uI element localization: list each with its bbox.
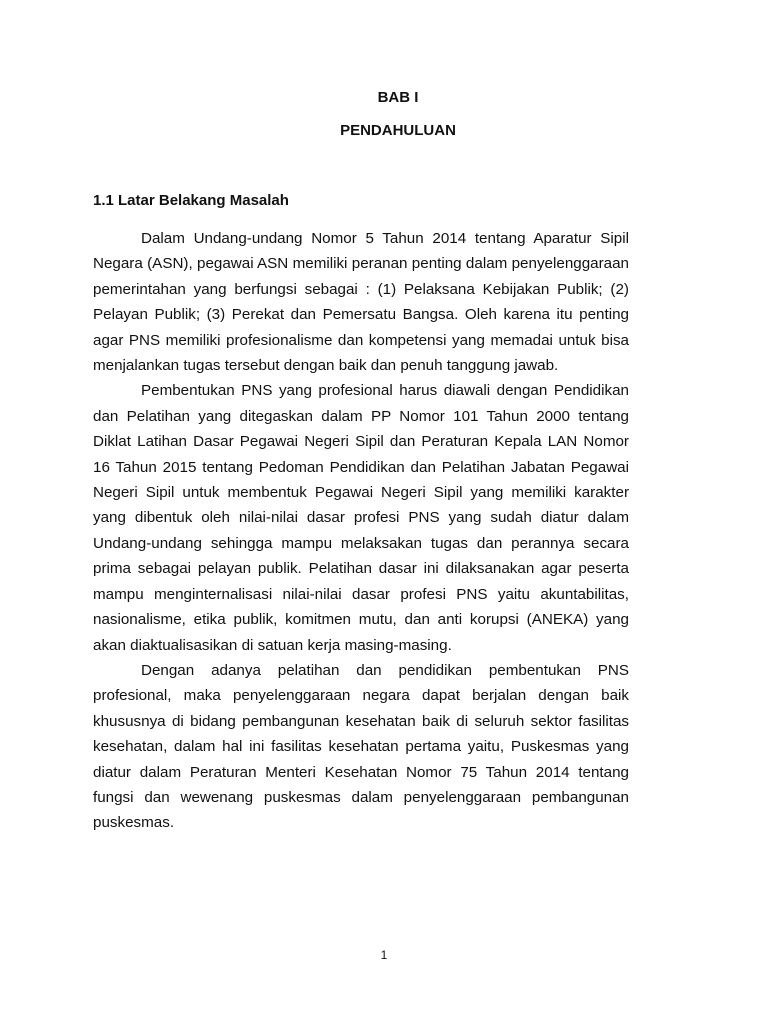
page-number: 1 [380, 948, 388, 962]
section-heading: 1.1 Latar Belakang Masalah [93, 192, 289, 209]
paragraph-2: Pembentukan PNS yang profesional harus diawali dengan Pendidikan dan Pelatihan yang ditegaskan dalam PP Nomor 101 Tahun 2000 tentang Diklat Latihan Dasar Pegawai Negeri Sipil dan Peraturan Kepala LAN Nomor 16 Tahun 2015 tentang Pedoman Pendidikan dan Pelatihan Jabatan Pegawai Negeri Sipil untuk membentuk Pegawai Negeri Sipil yang memiliki karakter yang dibentuk oleh nilai-nilai dasar profesi PNS yang sudah diatur dalam Undang-undang sehingga mampu melaksakan tugas dan perannya secara prima sebagai pelayan publik. Pelatihan dasar ini dilaksanakan agar peserta mampu menginternalisasi nilai-nilai dasar profesi PNS yaitu akuntabilitas, nasionalisme, etika publik, komitmen mutu, dan anti korupsi (ANEKA) yang akan diaktualisasikan di satuan kerja masing-masing. [93, 382, 629, 654]
chapter-number: BAB I [377, 89, 419, 106]
chapter-title: PENDAHULUAN [340, 122, 456, 139]
paragraph-3: Dengan adanya pelatihan dan pendidikan pembentukan PNS profesional, maka penyelenggaraan negara dapat berjalan dengan baik khususnya di bidang pembangunan kesehatan baik di seluruh sektor fasilitas kesehatan, dalam hal ini fasilitas kesehatan pertama yaitu, Puskesmas yang diatur dalam Peraturan Menteri Kesehatan Nomor 75 Tahun 2014 tentang fungsi dan wewenang puskesmas dalam penyelenggaraan pembangunan puskesmas. [93, 661, 629, 832]
paragraph-1: Dalam Undang-undang Nomor 5 Tahun 2014 tentang Aparatur Sipil Negara (ASN), pegawai ASN memiliki peranan penting dalam penyelenggaraan pemerintahan yang berfungsi sebagai : (1) Pelaksana Kebijakan Publik; (2) Pelayan Publik; (3) Perekat dan Pemersatu Bangsa. Oleh karena itu penting agar PNS memiliki profesionalisme dan kompetensi yang memadai untuk bisa menjalankan tugas tersebut dengan baik dan penuh tanggung jawab. [93, 230, 629, 375]
body-text [93, 226, 629, 836]
